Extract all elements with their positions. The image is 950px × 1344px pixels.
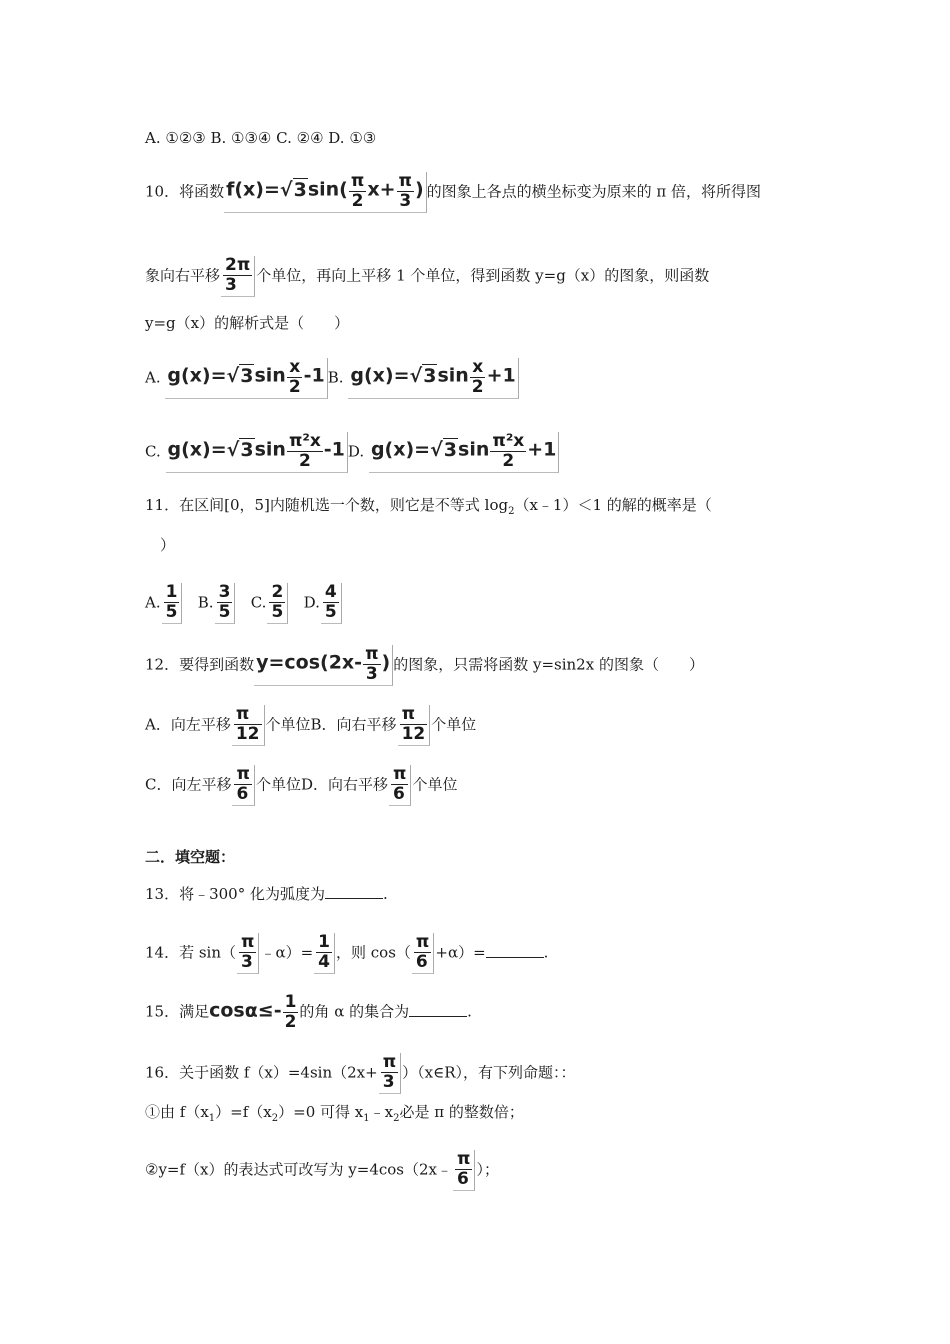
sqrt-3: √3 — [279, 178, 307, 201]
option-a-label: A. — [145, 368, 161, 387]
q11-options: A. $\frac{1}{5}$ B. $\frac{3}{5}$ C. $\frac{2}{5}$ D. $\frac{4}{5}$ — [145, 583, 343, 624]
section-heading: 二．填空题： — [145, 848, 236, 866]
option-c-label: C. — [145, 442, 161, 461]
option-a-formula: g(x)=√3sin $\frac{x}{2}$ -1 — [165, 358, 327, 399]
q10-line1 — [145, 172, 761, 213]
q10-options-cd — [145, 432, 559, 473]
paren-close: ) — [414, 178, 424, 201]
frac-3-5: $\frac{3}{5}$ — [215, 583, 236, 624]
q10-line2 — [145, 256, 709, 297]
q15: 15．满足cosα≤- $\frac{1}{2}$ 的角 α 的集合为 . — [145, 992, 472, 1032]
q12-line1: 12．要得到函数 y=cos(2x- $\frac{\pi}{3}$ ) 的图象，只需将函数 y=sin2x 的图象（ ） — [145, 644, 704, 684]
q10-shift-suffix: 个单位，再向上平移 1 个单位，得到函数 y=g（x）的图象，则函数 — [256, 266, 710, 285]
pi-over-3: $\frac{\pi}{3}$ — [398, 171, 412, 211]
q13: 13．将﹣300° 化为弧度为 . — [145, 885, 388, 903]
option-c-formula: g(x)=√3sin $\frac{\text{π²x}}{2}$ -1 — [166, 432, 348, 473]
q16: 16．关于函数 f（x）=4sin（2x+ $\frac{\pi}{3}$ ）（x∈R），有下列命题：： — [145, 1052, 576, 1092]
q14: 14．若 sin（ $\frac{\pi}{3}$ ﹣α）= $\frac{1}{4}$ ，则 cos（ $\frac{\pi}{6}$ +α）= . — [145, 932, 549, 972]
pi-over-2: $\frac{\pi}{2}$ — [350, 171, 365, 211]
option-b-label: B. — [327, 368, 344, 387]
q10-shift-prefix: 象向右平移 — [145, 266, 221, 285]
q16-item1: ①由 $f(x_1)=f(x_2)=0$ 可得 $x_1﹣x_2$必是 π 的整数倍； — [145, 1103, 524, 1124]
q10-line3: y=g（x）的解析式是（ ） — [145, 314, 350, 332]
answer-blank — [325, 884, 383, 899]
q10-formula — [224, 172, 427, 213]
q9-options: A. ①②③ B. ①③④ C. ②④ D. ①③ — [145, 129, 377, 147]
frac-4-5: $\frac{4}{5}$ — [321, 583, 342, 624]
answer-blank — [486, 943, 544, 958]
f-lhs: f(x)= — [226, 178, 280, 201]
option-b-formula: g(x)=√3sin $\frac{x}{2}$ +1 — [348, 358, 518, 399]
q11-line1: 11．在区间[0，5]内随机选一个数，则它是不等式 $\log_2(x﹣1)<1$ 的解的概率是（ — [145, 496, 712, 517]
q11-line2: ） — [160, 536, 176, 554]
option-d-formula: g(x)=√3sin $\frac{\text{π²x}}{2}$ +1 — [369, 432, 559, 473]
q12-formula: y=cos(2x- $\frac{\pi}{3}$ ) — [254, 645, 393, 686]
frac-1-5: $\frac{1}{5}$ — [162, 583, 183, 624]
two-pi-over-3: $\frac{2\pi}{3}$ — [221, 256, 255, 297]
q12-options-ab: A．向左平移 $\frac{\pi}{12}$ 个单位B．向右平移 $\frac{\pi}{12}$ 个单位 — [145, 704, 477, 744]
q16-item2: ②y=f（x）的表达式可改写为 y=4cos（2x﹣ $\frac{\pi}{6}$ ）； — [145, 1149, 499, 1189]
answer-blank — [409, 1002, 467, 1017]
q12-options-cd: C．向左平移 $\frac{\pi}{6}$ 个单位D．向右平移 $\frac{\pi}{6}$ 个单位 — [145, 764, 458, 804]
q10-options-ab — [145, 358, 519, 399]
option-d-label: D. — [347, 442, 365, 461]
x-plus: x+ — [367, 178, 396, 201]
sin-open: sin( — [307, 178, 348, 201]
q10-suffix: 的图象上各点的横坐标变为原来的 π 倍，将所得图 — [426, 182, 762, 201]
frac-2-5: $\frac{2}{5}$ — [267, 583, 288, 624]
q10-prefix: 10．将函数 — [145, 182, 225, 201]
